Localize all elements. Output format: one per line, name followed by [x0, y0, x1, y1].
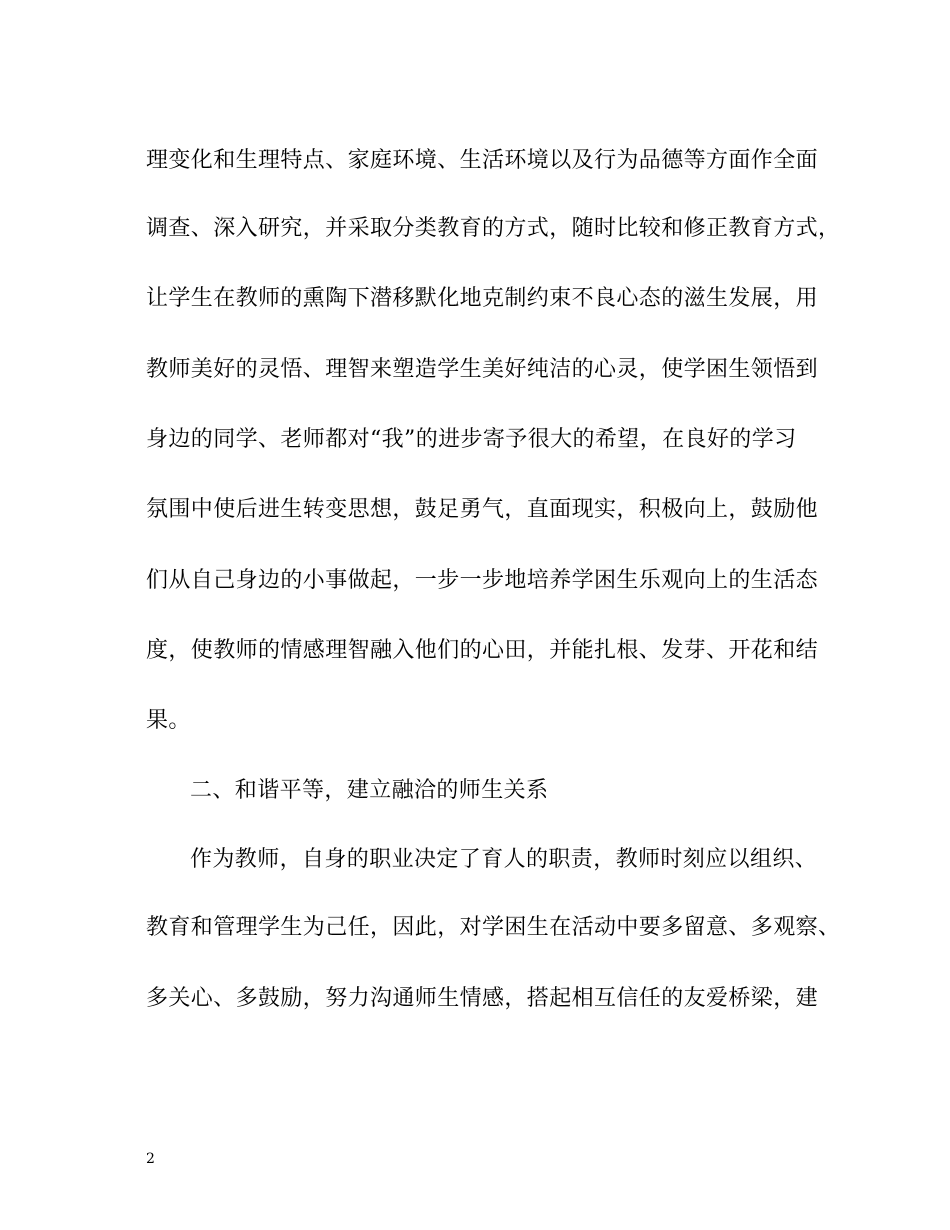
body-text-line: 作为教师，自身的职业决定了育人的职责，教师时刻应以组织、	[190, 847, 818, 872]
body-text-line: 教师美好的灵悟、理智来塑造学生美好纯洁的心灵，使学困生领悟到	[146, 357, 819, 382]
page-number: 2	[146, 1151, 155, 1167]
body-text-line: 让学生在教师的熏陶下潜移默化地克制约束不良心态的滋生发展，用	[146, 286, 819, 311]
body-text-line: 身边的同学、老师都对“我”的进步寄予很大的希望，在良好的学习	[146, 427, 797, 452]
body-text-line: 度，使教师的情感理智融入他们的心田，并能扎根、发芽、开花和结	[146, 638, 819, 663]
body-text-line: 调查、深入研究，并采取分类教育的方式，随时比较和修正教育方式，	[146, 216, 841, 241]
section-heading: 二、和谐平等，建立融洽的师生关系	[190, 778, 549, 803]
body-text-line: 们从自己身边的小事做起，一步一步地培养学困生乐观向上的生活态	[146, 568, 819, 593]
body-text-line: 果。	[146, 708, 191, 733]
body-text-line: 理变化和生理特点、家庭环境、生活环境以及行为品德等方面作全面	[146, 148, 819, 173]
body-text-line: 多关心、多鼓励，努力沟通师生情感，搭起相互信任的友爱桥梁，建	[146, 986, 819, 1011]
body-text-line: 教育和管理学生为己任，因此，对学困生在活动中要多留意、多观察、	[146, 915, 841, 940]
body-text-line: 氛围中使后进生转变思想，鼓足勇气，直面现实，积极向上，鼓励他	[146, 497, 819, 522]
